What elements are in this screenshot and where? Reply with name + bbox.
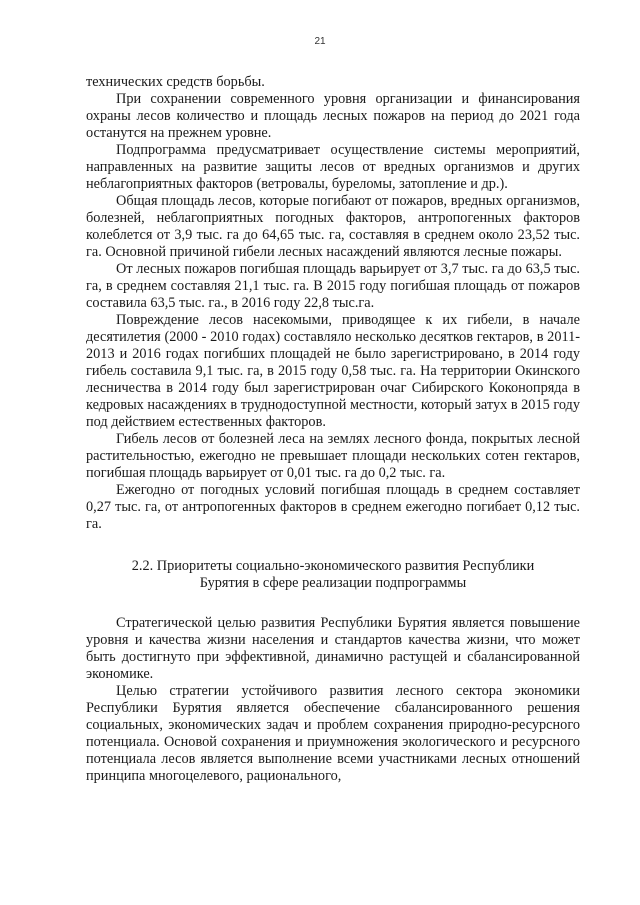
paragraph-fire-loss: От лесных пожаров погибшая площадь варьирует от 3,7 тыс. га до 63,5 тыс. га, в среднем составляя 21,1 тыс. га. В 2015 году погибшая площадь от пожаров составила 63,5 тыс. га., в 2016 году 22,8 тыс.га. (86, 261, 580, 311)
section-heading-line-2: Бурятия в сфере реализации подпрограммы (199, 575, 467, 591)
paragraph-insect-damage: Повреждение лесов насекомыми, приводящее к их гибели, в начале десятилетия (2000 - 2010 годах) составляло несколько десятков гектаров, в 2011-2013 и 2016 годах погибших площадей не было зарегистрировано, в 2014 году гибель составила 9,1 тыс. га, в 2015 году 0,58 тыс. га. На территории Окинского лесничества в 2014 году был зарегистрирован очаг Сибирского Коконопряда в кедровых насаждениях в труднодоступной местности, который затух в 2015 году под действием естественных факторов. (86, 312, 580, 430)
section-heading-line-1: 2.2. Приоритеты социально-экономического развития Республики (131, 558, 535, 574)
paragraph-total-forest-loss: Общая площадь лесов, которые погибают от пожаров, вредных организмов, болезней, неблагоприятных погодных факторов, антропогенных факторов колеблется от 3,9 тыс. га до 64,65 тыс. га, составляя в среднем около 23,52 тыс. га. Основной причиной гибели лесных насаждений являются лесные пожары. (86, 193, 580, 260)
paragraph-forest-sector-strategy: Целью стратегии устойчивого развития лесного сектора экономики Республики Бурятия является обеспечение сбалансированного решения социальных, экономических задач и проблем сохранения природно-ресурсного потенциала. Основой сохранения и приумножения экологического и ресурсного потенциала лесов является выполнение всеми участниками лесных отношений принципа многоцелевого, рационального, (86, 683, 580, 784)
paragraph-continuation: технических средств борьбы. (86, 74, 265, 90)
paragraph-strategic-goal: Стратегической целью развития Республики Бурятия является повышение уровня и качества жизни населения и стандартов качества жизни, что может быть достигнуто при эффективной, динамично растущей и сбалансированной экономике. (86, 615, 580, 682)
paragraph-disease-loss: Гибель лесов от болезней леса на землях лесного фонда, покрытых лесной растительностью, ежегодно не превышает площади нескольких сотен гектаров, погибшая площадь варьирует от 0,01 тыс. га до 0,2 тыс. га. (86, 431, 580, 481)
document-body (86, 74, 580, 785)
page-number: 21 (314, 36, 326, 47)
paragraph-subprogram-measures: Подпрограмма предусматривает осуществление системы мероприятий, направленных на развитие защиты лесов от вредных организмов и других неблагоприятных факторов (ветровалы, буреломы, затопление и др.). (86, 142, 580, 192)
section-heading (86, 558, 580, 592)
paragraph-weather-loss: Ежегодно от погодных условий погибшая площадь в среднем составляет 0,27 тыс. га, от антропогенных факторов в среднем ежегодно погибает 0,12 тыс. га. (86, 482, 580, 532)
paragraph-fire-protection: При сохранении современного уровня организации и финансирования охраны лесов количество и площадь лесных пожаров на период до 2021 года останутся на прежнем уровне. (86, 91, 580, 141)
